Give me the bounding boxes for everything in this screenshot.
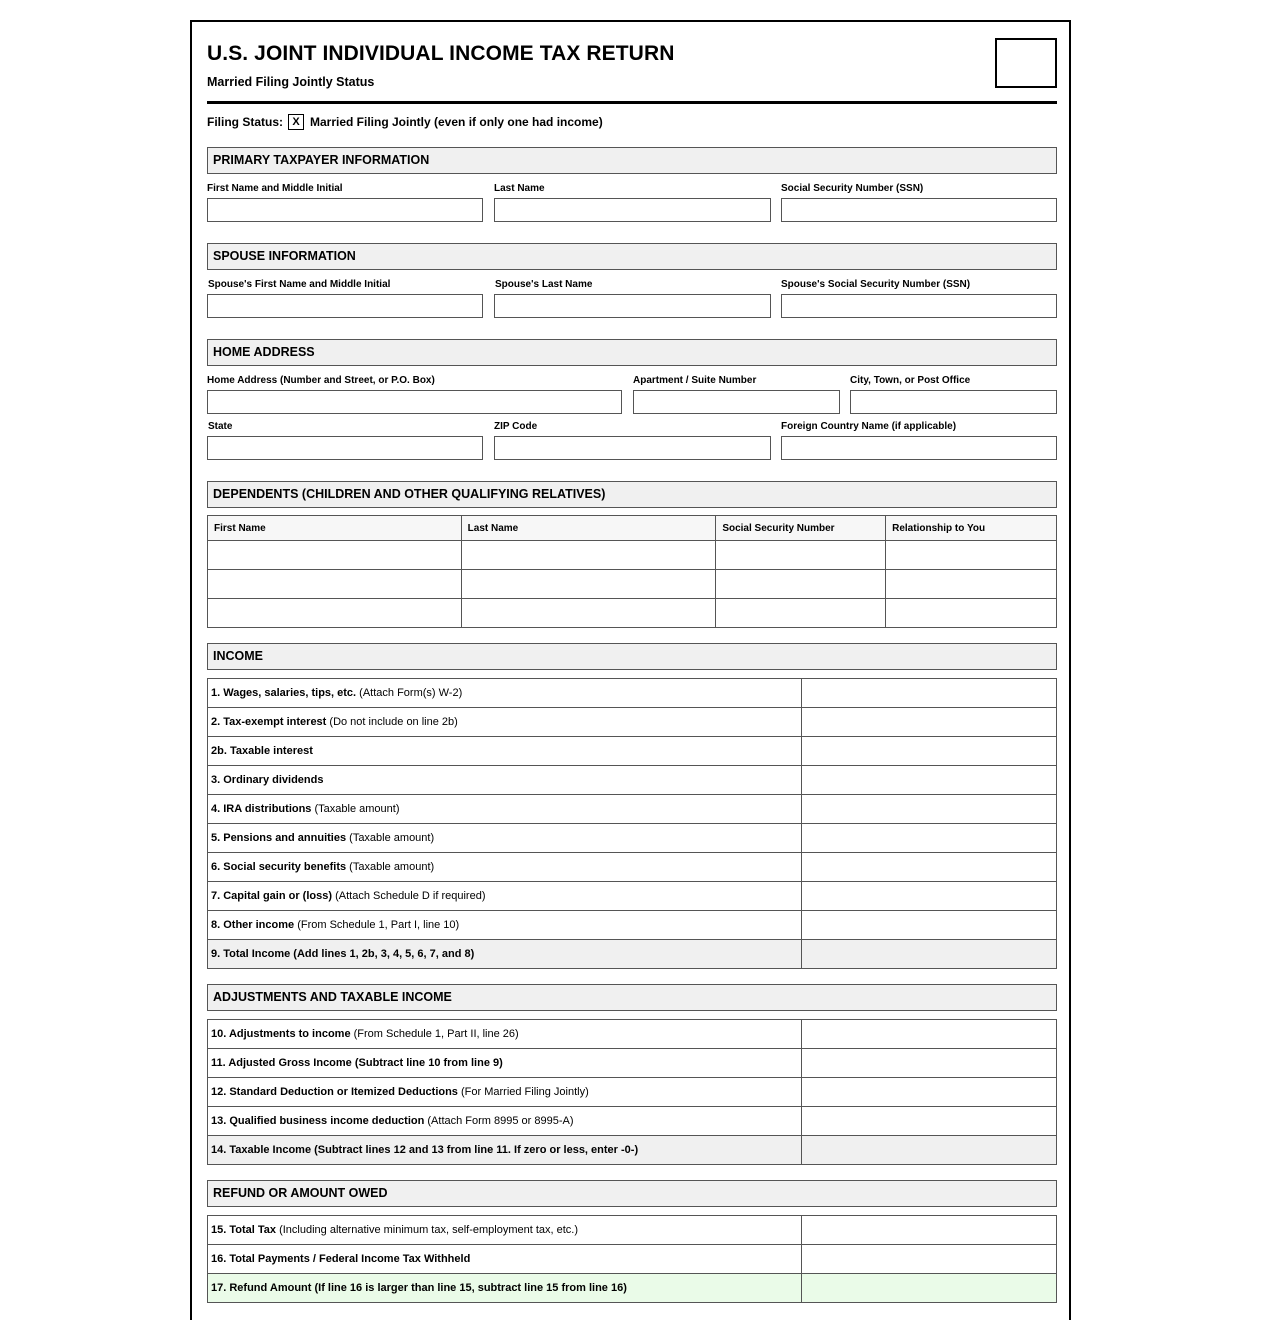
line-item-row [208,853,1057,882]
line-item-description [208,679,802,708]
line-item-row [208,679,1057,708]
dependent-ssn-cell[interactable] [716,541,886,570]
line-item-label: 16. Total Payments / Federal Income Tax Withheld [211,1253,471,1265]
dependent-last-name-cell[interactable] [461,541,716,570]
line-item-amount-field[interactable] [802,766,1057,795]
line-item-description [208,940,802,969]
line-item-row [208,766,1057,795]
line-item-note: (For Married Filing Jointly) [457,1086,589,1098]
dependent-relationship-cell[interactable] [886,541,1057,570]
primary-first-name-label: First Name and Middle Initial [207,183,343,194]
primary-first-name-field[interactable] [207,198,483,222]
dependent-first-name-cell[interactable] [208,599,462,628]
line-item-amount-field[interactable] [802,795,1057,824]
zip-label: ZIP Code [494,421,538,432]
filing-status [207,114,603,130]
foreign-country-field[interactable] [781,436,1057,460]
dependents-col-first-name: First Name [208,516,462,541]
line-item-amount-field[interactable] [802,853,1057,882]
primary-last-name-field[interactable] [494,198,771,222]
zip-field[interactable] [494,436,771,460]
line-item-description [208,1274,802,1303]
line-item-row [208,911,1057,940]
dependents-header-row [208,516,1057,541]
dependents-col-ssn: Social Security Number [716,516,886,541]
line-item-description [208,1020,802,1049]
line-item-note: (Including alternative minimum tax, self-employment tax, etc.) [276,1224,579,1236]
filing-status-checkbox[interactable]: X [288,114,304,130]
line-item-amount-field[interactable] [802,1107,1057,1136]
line-item-amount-field[interactable] [802,708,1057,737]
line-item-description [208,911,802,940]
dependent-last-name-cell[interactable] [461,570,716,599]
dependents-col-last-name: Last Name [461,516,716,541]
line-item-amount-field[interactable] [802,679,1057,708]
line-item-label: 4. IRA distributions [211,803,312,815]
line-item-description [208,1216,802,1245]
line-item-note: (Do not include on line 2b) [326,716,458,728]
line-item-label: 2. Tax-exempt interest [211,716,327,728]
line-item-label: 11. Adjusted Gross Income (Subtract line 10 from line 9) [211,1057,503,1069]
line-item-row [208,1245,1057,1274]
line-item-row [208,708,1057,737]
primary-ssn-label: Social Security Number (SSN) [781,183,924,194]
dependent-ssn-cell[interactable] [716,599,886,628]
line-item-amount-field[interactable] [802,1020,1057,1049]
dependent-last-name-cell[interactable] [461,599,716,628]
dependent-row [208,599,1057,628]
line-item-note: (Taxable amount) [346,861,435,873]
line-item-description [208,708,802,737]
adjustments-lines-table [207,1019,1057,1165]
line-item-amount-field[interactable] [802,911,1057,940]
city-label: City, Town, or Post Office [850,375,971,386]
section-income: INCOME [207,643,1057,670]
primary-last-name-label: Last Name [494,183,545,194]
form-subtitle: Married Filing Jointly Status [207,75,375,89]
line-item-amount-field[interactable] [802,1049,1057,1078]
dependent-relationship-cell[interactable] [886,599,1057,628]
line-item-row [208,1107,1057,1136]
header-rule [207,101,1057,104]
dependent-first-name-cell[interactable] [208,570,462,599]
section-primary-taxpayer: PRIMARY TAXPAYER INFORMATION [207,147,1057,174]
line-item-description [208,824,802,853]
line-item-description [208,853,802,882]
state-label: State [208,421,233,432]
line-item-description [208,1136,802,1165]
line-item-row [208,1049,1057,1078]
line-item-row [208,1216,1057,1245]
line-item-description [208,1245,802,1274]
line-item-row [208,940,1057,969]
line-item-amount-field[interactable] [802,940,1057,969]
line-item-amount-field[interactable] [802,882,1057,911]
line-item-label: 2b. Taxable interest [211,745,313,757]
line-item-row [208,1020,1057,1049]
line-item-description [208,1107,802,1136]
refund-lines-table [207,1215,1057,1303]
foreign-country-label: Foreign Country Name (if applicable) [781,421,957,432]
line-item-label: 12. Standard Deduction or Itemized Deductions [211,1086,458,1098]
line-item-description [208,795,802,824]
line-item-amount-field[interactable] [802,824,1057,853]
spouse-last-name-field[interactable] [494,294,771,318]
line-item-row [208,882,1057,911]
dependent-row [208,541,1057,570]
line-item-row [208,737,1057,766]
line-item-label: 7. Capital gain or (loss) [211,890,333,902]
section-home-address: HOME ADDRESS [207,339,1057,366]
street-address-field[interactable] [207,390,622,414]
line-item-note: (Taxable amount) [346,832,435,844]
spouse-ssn-label: Spouse's Social Security Number (SSN) [781,279,971,290]
line-item-label: 10. Adjustments to income [211,1028,351,1040]
primary-ssn-field[interactable] [781,198,1057,222]
spouse-last-name-label: Spouse's Last Name [495,279,593,290]
section-adjustments: ADJUSTMENTS AND TAXABLE INCOME [207,984,1057,1011]
section-refund: REFUND OR AMOUNT OWED [207,1180,1057,1207]
line-item-label: 1. Wages, salaries, tips, etc. [211,687,357,699]
line-item-label: 14. Taxable Income (Subtract lines 12 and 13 from line 11. If zero or less, enter -0-) [211,1144,639,1156]
line-item-label: 6. Social security benefits [211,861,347,873]
apartment-field[interactable] [633,390,840,414]
spouse-ssn-field[interactable] [781,294,1057,318]
line-item-note: (From Schedule 1, Part I, line 10) [294,919,460,931]
line-item-note: (From Schedule 1, Part II, line 26) [350,1028,519,1040]
form-corner-box [995,38,1057,88]
filing-status-label: Filing Status: [207,115,283,129]
dependents-table [207,515,1057,628]
line-item-row [208,1078,1057,1107]
tax-form-page [190,20,1071,1320]
street-address-label: Home Address (Number and Street, or P.O. Box) [207,375,435,386]
line-item-amount-field[interactable] [802,1136,1057,1165]
line-item-description [208,882,802,911]
line-item-label: 5. Pensions and annuities [211,832,347,844]
dependent-row [208,570,1057,599]
line-item-note: (Taxable amount) [311,803,400,815]
line-item-row [208,795,1057,824]
line-item-note: (Attach Form 8995 or 8995-A) [424,1115,574,1127]
filing-status-option: Married Filing Jointly (even if only one had income) [310,115,603,129]
line-item-label: 17. Refund Amount (If line 16 is larger than line 15, subtract line 15 from line 16) [211,1282,627,1294]
form-title: U.S. JOINT INDIVIDUAL INCOME TAX RETURN [207,42,675,65]
line-item-row [208,1274,1057,1303]
dependent-first-name-cell[interactable] [208,541,462,570]
line-item-note: (Attach Schedule D if required) [332,890,486,902]
line-item-row [208,824,1057,853]
line-item-amount-field[interactable] [802,1274,1057,1303]
dependents-col-relationship: Relationship to You [886,516,1057,541]
line-item-description [208,737,802,766]
line-item-label: 9. Total Income (Add lines 1, 2b, 3, 4, 5, 6, 7, and 8) [211,948,475,960]
line-item-amount-field[interactable] [802,1216,1057,1245]
line-item-amount-field[interactable] [802,1078,1057,1107]
line-item-amount-field[interactable] [802,737,1057,766]
line-item-note: (Attach Form(s) W-2) [356,687,463,699]
line-item-label: 13. Qualified business income deduction [211,1115,425,1127]
line-item-label: 3. Ordinary dividends [211,774,324,786]
line-item-row [208,1136,1057,1165]
spouse-first-name-label: Spouse's First Name and Middle Initial [208,279,391,290]
line-item-description [208,1078,802,1107]
line-item-description [208,766,802,795]
apartment-label: Apartment / Suite Number [633,375,757,386]
line-item-amount-field[interactable] [802,1245,1057,1274]
spouse-first-name-field[interactable] [207,294,483,318]
section-spouse: SPOUSE INFORMATION [207,243,1057,270]
dependent-relationship-cell[interactable] [886,570,1057,599]
line-item-label: 8. Other income [211,919,295,931]
income-lines-table [207,678,1057,969]
line-item-description [208,1049,802,1078]
section-dependents: DEPENDENTS (CHILDREN AND OTHER QUALIFYING RELATIVES) [207,481,1057,508]
dependent-ssn-cell[interactable] [716,570,886,599]
city-field[interactable] [850,390,1057,414]
state-field[interactable] [207,436,483,460]
line-item-label: 15. Total Tax [211,1224,277,1236]
